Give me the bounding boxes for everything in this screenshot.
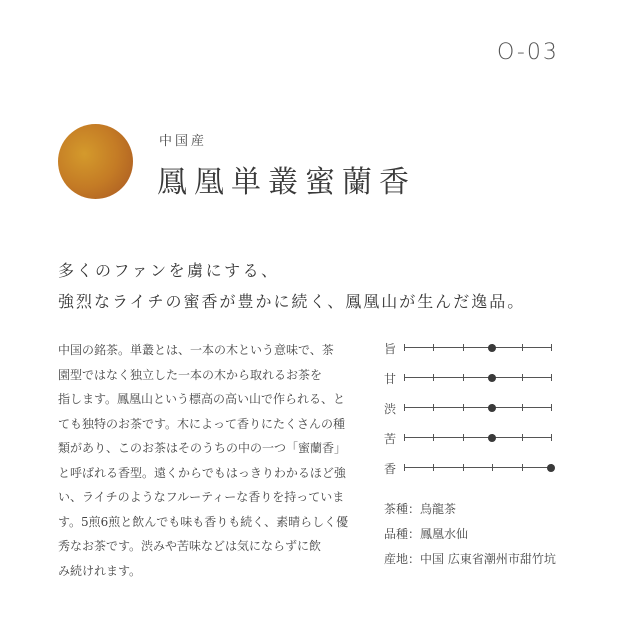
rating-tick (433, 374, 434, 381)
rating-tick (404, 464, 405, 471)
rating-tick (551, 404, 552, 411)
tea-title: 鳳凰単叢蜜蘭香 (157, 165, 416, 200)
rating-tick (433, 404, 434, 411)
rating-row-umami (384, 340, 564, 356)
rating-scale (404, 407, 551, 408)
rating-scale (404, 377, 551, 378)
rating-tick (492, 464, 493, 471)
description-line: 中国の銘茶。単叢とは、一本の木という意味で、茶 (58, 343, 334, 357)
description-line: 指します。鳳凰山という標高の高い山で作られる、と (58, 392, 346, 406)
rating-tick (433, 434, 434, 441)
rating-level-dot (488, 374, 496, 382)
spec-tea-type: 茶種：烏龍茶 (384, 502, 457, 516)
rating-level-dot (547, 464, 555, 472)
rating-tick (404, 374, 405, 381)
rating-tick (433, 344, 434, 351)
rating-level-dot (488, 344, 496, 352)
rating-scale (404, 467, 551, 468)
color-swatch (58, 124, 133, 199)
rating-row-astringent (384, 400, 564, 416)
description-line: み続けれます。 (58, 563, 142, 578)
description-line: 秀なお茶です。渋みや苦味などは気にならずに飲 (58, 539, 322, 553)
rating-scale (404, 347, 551, 348)
rating-tick (551, 434, 552, 441)
rating-tick (551, 344, 552, 351)
spec-variety: 品種：鳳凰水仙 (384, 527, 469, 541)
rating-label: 旨 (384, 342, 397, 356)
rating-tick (404, 344, 405, 351)
rating-tick (551, 374, 552, 381)
rating-tick (522, 434, 523, 441)
description-line: 園型ではなく独立した一本の木から取れるお茶を (58, 367, 323, 382)
description-line: 類があり、このお茶はそのうちの中の一つ「蜜蘭香」 (58, 441, 347, 455)
rating-tick (463, 464, 464, 471)
tagline-line-1: 多くのファンを虜にする、 (58, 261, 280, 280)
origin-label: 中国産 (159, 134, 208, 149)
rating-row-aroma (384, 460, 564, 476)
rating-tick (522, 404, 523, 411)
rating-label: 甘 (384, 372, 397, 386)
rating-level-dot (488, 434, 496, 442)
rating-level-dot (488, 404, 496, 412)
spec-origin: 産地：中国 広東省潮州市甜竹坑 (384, 552, 556, 566)
rating-tick (463, 374, 464, 381)
description-line: い、ライチのようなフルーティーな香りを持っていま (58, 490, 345, 504)
rating-row-bitter (384, 430, 564, 446)
tagline-line-2: 強烈なライチの蜜香が豊かに続く、鳳凰山が生んだ逸品。 (58, 292, 526, 311)
description-line: す。5煎6煎と飲んでも味も香りも続く、素晴らしく優 (58, 514, 349, 529)
rating-tick (522, 464, 523, 471)
rating-tick (463, 434, 464, 441)
product-code: O-03 (497, 40, 559, 65)
description (58, 338, 358, 583)
rating-tick (463, 404, 464, 411)
rating-tick (522, 344, 523, 351)
rating-tick (404, 404, 405, 411)
rating-tick (463, 344, 464, 351)
description-line: と呼ばれる香型。遠くからでもはっきりわかるほど強 (58, 465, 346, 480)
rating-tick (433, 464, 434, 471)
rating-label: 苦 (384, 432, 397, 446)
rating-label: 渋 (384, 402, 397, 416)
rating-tick (522, 374, 523, 381)
rating-scale (404, 437, 551, 438)
rating-tick (404, 434, 405, 441)
rating-row-sweet (384, 370, 564, 386)
description-line: ても独特のお茶です。木によって香りにたくさんの種 (58, 416, 346, 431)
rating-label: 香 (384, 462, 397, 476)
